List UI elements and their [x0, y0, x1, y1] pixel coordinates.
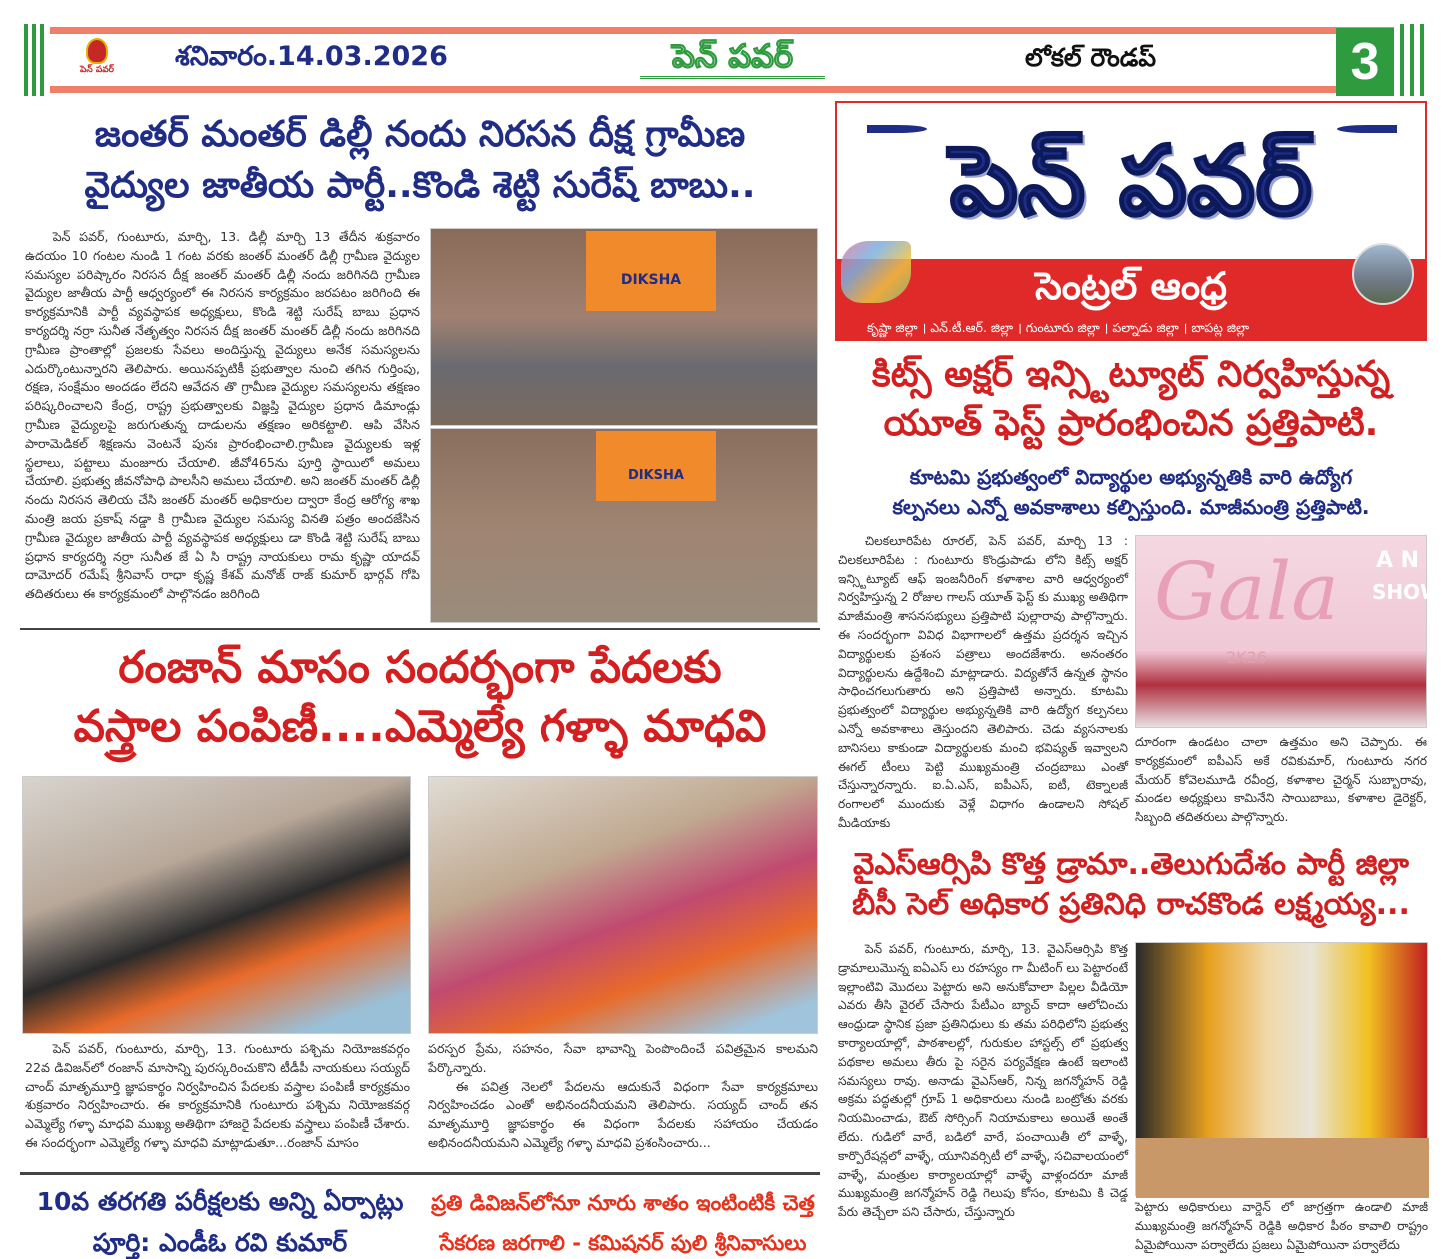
- distribution-photo-1: [22, 776, 411, 1034]
- article2-headline: రంజాన్ మాసం సందర్భంగా పేదలకు వస్త్రాల పంపిణీ....ఎమ్మెల్యే గళ్ళా మాధవి: [73, 642, 767, 752]
- photo-text-an: A N: [1376, 548, 1420, 573]
- edition-band: [837, 259, 1425, 341]
- divider: [20, 1172, 820, 1175]
- masthead-title: పెన్ పవర్: [949, 125, 1313, 237]
- edition-masthead: [835, 101, 1427, 341]
- edition-name: సెంట్రల్ ఆంధ్ర: [1035, 264, 1227, 308]
- diksha-banner: DIKSHA: [586, 231, 716, 311]
- article1-body: పెన్ పవర్, గుంటూరు, మార్చి, 13. డిల్లీ మార్చి 13 తేదీన శుక్రవారం ఉదయం 10 గంటల నుండి 1 గంట వరకు జంతర్ మంతర్ డిల్లీ గ్రామీణ వైద్యుల సమస్యల పరిష్కారం నిరసన దీక్ష జంతర్ మంతర్ డిల్లీ నందు జరిగినది గ్రామీణ వైద్యుల జాతీయ పార్టీ ఆధ్వర్యంలో ఈ నిరసన కార్యక్రమం జరపటం జరిగింది ఈ కార్యక్రమానికి పార్టీ వ్యవస్థాపక అధ్యక్షులు, కొండి శెట్టి సురేష్ బాబు ప్రధాన కార్యదర్శి నర్రా సునీత నేతృత్వం నిరసన దీక్ష జంతర్ మంతర్ డిల్లీ నందు జరిగినది గ్రామీణ ప్రాంతాల్లో ప్రజలకు సేవలు అందిస్తున్న వైద్యులు అనేక సమస్యలను ఎదుర్కొంటున్నారని తెలిపారు. అయినప్పటికీ ప్రభుత్వాల నుంచి తగిన గుర్తింపు, రక్షణ, సంక్షేమం అందడం లేదని ఆవేదన తొ గ్రామీణ వైద్యుల సమస్యలను తక్షణం పరిష్కరించాలని కేంద్ర, రాష్ట్ర ప్రభుత్వాలకు విజ్ఞప్తి వైద్యుల ప్రధాన డిమాండ్లు గ్రామీణ వైద్యులపై జరుగుతున్న దాడులను తక్షణం అరికట్టాలి. ఆపి వేసిన పారామెడికల్ శిక్షణను వెంటనే పునః ప్రారంభించాలి.గ్రామీణ వైద్యులకు ఇళ్ల స్థలాలు, పట్టాలు మంజూరు చేయాలి. జీవో465ను పూర్తి స్థాయిలో అమలు చేయాలి. ప్రభుత్వ జీవనోపాధి పాలసీని అమలు చేయాలి. అని జంతర్ మంతర్ డిల్లీ నందు నిరసన తెలియ చేసి జంతర్ మంతర్ అధికారుల ద్వారా కేంద్ర ఆరోగ్య శాఖ మంత్రి జయ ప్రకాష్ నడ్డా కి గ్రామీణ వైద్యుల సమస్య వినతి పత్రం అందజేసిన గ్రామీణ వైద్యుల జాతీయ పార్టీ వ్యవస్థాపక అధ్యక్షులు డా కొండి శెట్టి సురేష్ బాబు ప్రధాన కార్యదర్శి నర్రా సునీత జే ఏ సి రాష్ట్ర నాయకులు రామ కృష్ణా యాదవ్ దామోదర్ రమేష్ శ్రీనివాస్ రాధా కృష్ణ కేశవ్ మనోజ్ రాజ్ కుమార్ భార్గవ్ గోపి తదితరులు ఈ కార్యక్రమంలో పాల్గొనడం జరిగింది: [25, 229, 420, 602]
- article2-body-right: పరస్పర ప్రేమ, సహనం, సేవా భావాన్ని పెంపొందించే పవిత్రమైన కాలమని పేర్కొన్నారు. ఈ పవిత్ర నెలలో పేదలను ఆదుకునే విధంగా సేవా కార్యక్రమాలు నిర్వహించడం ఎంతో అభినందనీయమని తెలిపారు. సయ్యద్ చాంద్ తన మాతృమూర్తి జ్ఞాపకార్థం ఈ విధంగా పేదలకు సహాయం చేయడం అభినందనీయమని ఎమ్మెల్యే గళ్ళా మాధవి ప్రశంసించారు...: [428, 1041, 818, 1150]
- article3-subheadline: కూటమి ప్రభుత్వంలో విద్యార్థుల అభ్యున్నతికి వారి ఉద్యోగ కల్పనలు ఎన్నో అవకాశాలు కల్పిస్తుంది. మాజీమంత్రి ప్రత్తిపాటి.: [892, 465, 1370, 519]
- protest-photo-1: [430, 228, 818, 426]
- gala-logo: Gala: [1154, 545, 1339, 638]
- issue-date: శనివారం.14.03.2026: [175, 41, 448, 72]
- pen-nib-icon: [1337, 125, 1397, 133]
- article1-headline: జంతర్ మంతర్ డిల్లీ నందు నిరసన దీక్ష గ్రామీణ వైద్యుల జాతీయ పార్టీ..కొండి శెట్టి సురేష్ బాబు..: [84, 114, 756, 206]
- bottom-rule: [50, 86, 1394, 93]
- distribution-photo-2: [428, 776, 818, 1034]
- pen-nib-icon: [867, 125, 927, 133]
- green-stripe: [40, 24, 44, 96]
- article4-headline: వైఎస్ఆర్సిపి కొత్త డ్రామా..తెలుగుదేశం పార్టీ జిల్లా బీసీ సెల్ అధికార ప్రతినిధి రాచకొండ లక్ష్మయ్య...: [852, 847, 1410, 922]
- green-stripe: [1410, 24, 1414, 96]
- article6-headline: ప్రతి డివిజన్‌లోనూ నూరు శాతం ఇంటింటికీ చెత్త సేకరణ జరగాలి - కమిషనర్ పులి శ్రీనివాసులు: [431, 1191, 815, 1256]
- press-meet-photo: [1135, 942, 1428, 1196]
- section-name: లోకల్ రౌండప్: [1025, 43, 1157, 72]
- green-stripe: [24, 24, 28, 96]
- districts-list: కృష్ణా జిల్లా । ఎన్.టీ.ఆర్. జిల్లా । గుంటూరు జిల్లా । పల్నాడు జిల్లా । బాపట్ల జిల్లా: [867, 320, 1250, 335]
- article2-body-left: పెన్ పవర్, గుంటూరు, మార్చి, 13. గుంటూరు పశ్చిమ నియోజకవర్గం 22వ డివిజన్‌లో రంజాన్ మాసాన్ని పురస్కరించుకొని టీడీపీ నాయకులు సయ్యద్ చాంద్ మాతృమూర్తి జ్ఞాపకార్థం నిర్వహించిన పేదలకు వస్త్రాల పంపిణీ కార్యక్రమం శుక్రవారం నిర్వహించారు. ఈ కార్యక్రమానికి గుంటూరు పశ్చిమ నియోజకవర్గ ఎమ్మెల్యే గళ్ళా మాధవి ముఖ్య అతిథిగా హాజరై పేదలకు వస్త్రాలు పంపిణీ చేశారు. ఈ సందర్భంగా ఎమ్మెల్యే గళ్ళా మాధవి మాట్లాడుతూ...రంజాన్ మాసం: [25, 1041, 410, 1150]
- photo-text-show: SHOW: [1372, 580, 1443, 604]
- photo-text-2k26: 2K26: [1226, 648, 1268, 667]
- paper-logo: పెన్ పవర్: [66, 38, 128, 84]
- article3-body-left: చిలకలూరిపేట రూరల్, పెన్ పవర్, మార్చి 13 : చిలకలూరిపేట : గుంటూరు కొండ్రుపాడు లోని కిట్స్ అక్షర్ ఇన్స్టిట్యూట్ ఆఫ్ ఇంజనీరింగ్ కళాశాల వారి ఆధ్వర్యంలో నిర్వహిస్తున్న 2 రోజుల గాలస్ యూత్ ఫెస్ట్ కు ముఖ్య అతిథిగా మాజీమంత్రి శాసనసభ్యులు ప్రత్తిపాటి పుల్లారావు పాల్గొన్నారు. ఈ సందర్భంగా వివిధ విభాగాలలో ఉత్తమ ప్రదర్శన ఇచ్చిన విద్యార్థులకు ప్రశంస పత్రాలు అందజేశారు. అనంతరం విద్యార్థులను ఉద్దేశించి మాట్లాడారు. విద్యతోనే ఉన్నత స్థానం సాధించగలుగుతారు అని ప్రత్తిపాటి అన్నారు. కూటమి ప్రభుత్వంలో విద్యార్థుల అభ్యున్నతికి వారి ఉద్యోగ కల్పనలు ఎన్నో అవకాశాలు తెస్తుందని తెలిపారు. చెడు వ్యసనాలకు బానిసలు కాకుండా విద్యార్థులకు మంచి భవిష్యత్ ఇవ్వాలని ఈగల్ టీంలు పెట్టి ముఖ్యమంత్రి చంద్రబాబు ఎంతో చేస్తున్నారన్నారు. ఐ.ఏ.ఎస్, ఐపీఎస్, ఐటీ, టెక్నాలజీ రంగాలలో ముందుకు వెళ్లే విధాగం ఉండాలని సోషల్ మీడియాకు: [838, 534, 1128, 830]
- city-bridge-image: [1352, 243, 1414, 305]
- diksha-banner: DIKSHA: [596, 431, 716, 501]
- green-stripe: [1420, 24, 1424, 96]
- divider: [20, 628, 820, 630]
- youth-fest-photo: [1135, 535, 1443, 728]
- article3-headline: కిట్స్ అక్షర్ ఇన్స్టిట్యూట్ నిర్వహిస్తున్న యూత్ ఫెస్ట్ ప్రారంభించిన ప్రత్తిపాటి.: [871, 354, 1391, 444]
- protest-photo-2: [430, 428, 818, 623]
- page-number: 3: [1336, 28, 1394, 96]
- top-rule: [50, 27, 1394, 34]
- article4-body-right: పెట్టారు అధికారులు వార్డెన్ లో జాగ్రత్తగా ఉండాలి మాజీ ముఖ్యమంత్రి జగన్మోహన్ రెడ్డికి అధికార పీఠం కావాలి రాష్ట్రం ఏమైపోయినా పర్వాలేదు ప్రజలు ఏమైపోయినా పర్వాలేదు: [1135, 1200, 1428, 1252]
- green-stripe: [1400, 24, 1404, 96]
- article3-body-right: దూరంగా ఉండటం చాలా ఉత్తమం అని చెప్పారు. ఈ కార్యక్రమంలో ఐపీఎస్ అకే రవికుమార్, గుంటూరు నగర మేయర్ కోవెలమూడి రవీంద్ర, కళాశాల చైర్మన్ సుబ్బారావు, మండల అధ్యక్షులు కామినేని సాయిబాబు, కళాశాల డైరెక్టర్, సిబ్బంది తదితరులు పాల్గొన్నారు.: [1135, 735, 1427, 825]
- green-stripe: [32, 24, 36, 96]
- article4-body-left: పెన్ పవర్, గుంటూరు, మార్చి, 13. వైఎస్ఆర్సిపి కొత్త డ్రామాలుమొన్న ఐఏఎస్ లు రహస్యం గా మీటింగ్ లు పెట్టారంటే ఇల్లాంటివి మొదలు పెట్టారు అని అనుకోవాలా పిల్లల వీడియో ఎవరు తీసి వైరల్ చేసారు పేటీఎం బ్యాచ్ కాదా ఆలోచించు ఆంధ్రుడా స్థానిక ప్రజా ప్రతినిధులు కు తమ పరిధిలోని ప్రభుత్వ కార్యాలయాల్లో, పాఠశాలల్లో, గురుకుల హాస్టల్స్ లో ప్రభుత్వ పథకాల అమలు తీరు పై సరైన పర్యవేక్షణ ఉంటే ఇలాంటి సమస్యలు రావు. అనాడు వైఎస్ఆర్, నిన్న జగన్మోహన్ రెడ్డి అక్రమ పద్ధతుల్లో గ్రూప్ 1 అధికారులు నుండి బంట్రోతు వరకు నియమించాడు, ఔట్ సోర్సింగ్ నియామకాలు అయితే అంతే లేదు. గుడిలో వారే, బడిలో వారే, పంచాయితీ లో వాళ్ళే, కార్పొరేషన్లలో వాళ్ళే, యూనివర్సిటీ లో వాళ్ళే, సచివాలయంలో వాళ్ళే, మంత్రుల కార్యాలయాల్లో వాళ్ళే వాళ్లందరూ మాజీ ముఖ్యమంత్రి జగన్మోహన్ రెడ్డి గెలుపు కోసం, కూటమి కి చెడ్డ పేరు తెచ్చేలా పని చేసారు, చేస్తున్నారు: [838, 942, 1128, 1220]
- state-map-icon: [841, 241, 911, 303]
- table: [1136, 1138, 1429, 1198]
- article5-headline: 10వ తరగతి పరీక్షలకు అన్ని ఏర్పాట్లు పూర్తి: ఎండీఓ రవి కుమార్: [36, 1187, 404, 1258]
- paper-name: పెన్ పవర్: [640, 36, 825, 79]
